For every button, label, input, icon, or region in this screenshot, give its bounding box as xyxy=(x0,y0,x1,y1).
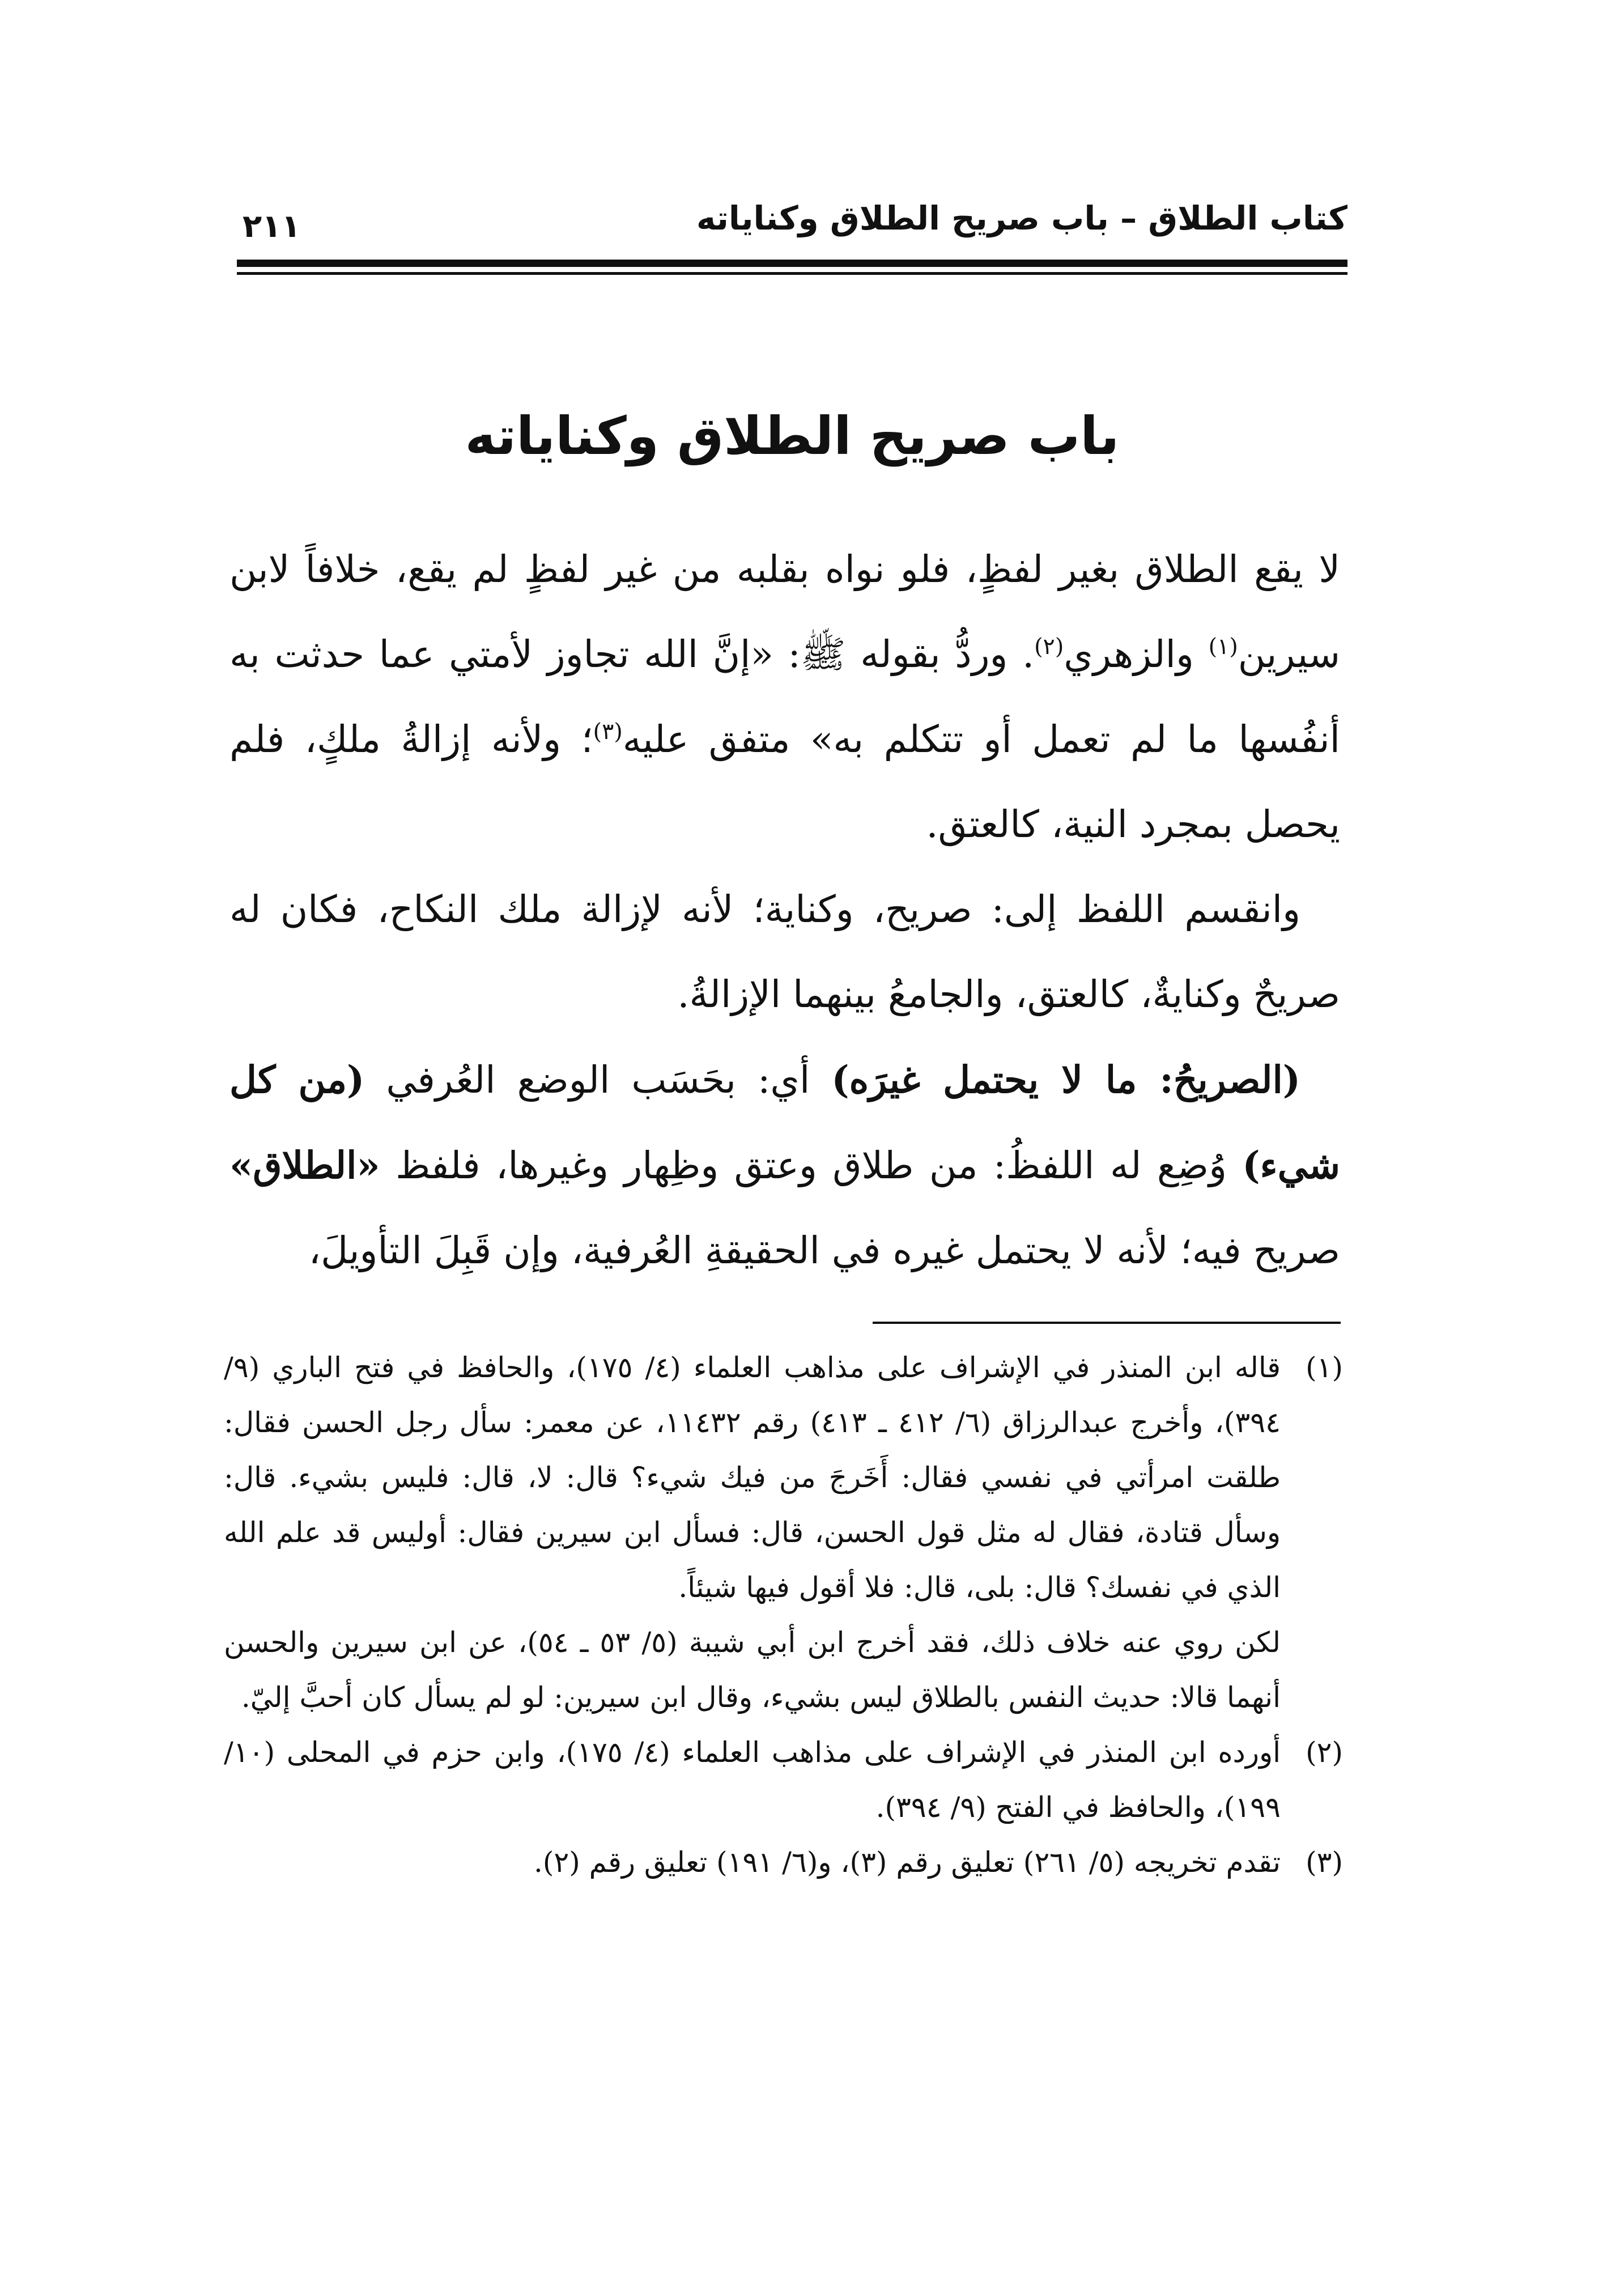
p3-bold-2: (من كل شيء) xyxy=(229,1058,1340,1187)
paragraph-1 xyxy=(229,527,1340,867)
footnote-number-3: (٣) xyxy=(1306,1846,1343,1879)
header-rule xyxy=(237,260,1347,279)
chapter-title: باب صريح الطلاق وكناياته xyxy=(465,406,1120,466)
p3-bold-1: (الصريحُ: ما لا يحتمل غيرَه) xyxy=(831,1058,1301,1102)
running-title: كتاب الطلاق – باب صريح الطلاق وكناياته xyxy=(696,199,1347,237)
footnote-ref-2[interactable]: (٢) xyxy=(1034,634,1064,660)
footnote-2 xyxy=(224,1725,1343,1835)
p1-part-a: لا يقع الطلاق بغير لفظٍ، فلو نواه بقلبه من غير لفظٍ لم يقع، خلافاً لابن سيرين xyxy=(229,547,1341,676)
footnote-1 xyxy=(224,1340,1343,1615)
footnote-3 xyxy=(224,1835,1343,1890)
footnote-ref-1[interactable]: (١) xyxy=(1208,634,1238,660)
p1-part-b: والزهري xyxy=(1064,632,1209,676)
footnote-rule xyxy=(873,1322,1341,1324)
p3-part-c: صريح فيه؛ لأنه لا يحتمل غيره في الحقيقةِ العُرفية، وإن قَبِلَ التأويلَ، xyxy=(308,1229,1340,1272)
paragraph-3 xyxy=(229,1037,1340,1293)
footnote-number-2: (٢) xyxy=(1306,1736,1343,1769)
body-text xyxy=(229,527,1340,1293)
footnote-text-1: قاله ابن المنذر في الإشراف على مذاهب العلماء (٤/ ١٧٥)، والحافظ في فتح الباري (٩/ ٣٩٤)، وأخرج عبدالرزاق (٦/ ٤١٢ ـ ٤١٣) رقم ١١٤٣٢، عن معمر: سأل رجل الحسن فقال: طلقت امرأتي في نفسي فقال: أَخَرجَ من فيك شيء؟ قال: لا، قال: فليس بشيء. قال: وسأل قتادة، فقال له مثل قول الحسن، قال: فسأل ابن سيرين فقال: أوليس قد علم الله الذي في نفسك؟ قال: بلى، قال: فلا أقول فيها شيئاً. xyxy=(224,1351,1281,1604)
header-rule-thin xyxy=(237,272,1347,275)
footnote-text-3: تقدم تخريجه (٥/ ٢٦١) تعليق رقم (٣)، و(٦/ ١٩١) تعليق رقم (٢). xyxy=(534,1846,1281,1879)
footnote-ref-3[interactable]: (٣) xyxy=(593,719,623,745)
footnote-number-1: (١) xyxy=(1306,1351,1343,1384)
footnote-1-continuation: لكن روي عنه خلاف ذلك، فقد أخرج ابن أبي شيبة (٥/ ٥٣ ـ ٥٤)، عن ابن سيرين والحسن أنهما قالا: حديث النفس بالطلاق ليس بشيء، وقال ابن سيرين: لو لم يسأل كان أحبَّ إليّ. xyxy=(224,1626,1281,1714)
p3-bold-3: «الطلاق» xyxy=(229,1143,380,1187)
p3-part-b: وُضِع له اللفظُ: من طلاق وعتق وظِهار وغيرها، فلفظ xyxy=(380,1144,1243,1187)
p3-part-a: أي: بحَسَب الوضع العُرفي xyxy=(364,1058,832,1102)
header-rule-thick xyxy=(237,260,1347,267)
paragraph-2: وانقسم اللفظ إلى: صريح، وكناية؛ لأنه لإزالة ملك النكاح، فكان له صريحٌ وكنايةٌ، كالعتق، والجامعُ بينهما الإزالةُ. xyxy=(229,888,1340,1016)
p1-part-c: . وردُّ بقوله ﷺ: «إنَّ الله تجاوز لأمتي عما حدثت به أنفُسها ما لم تعمل أو تتكلم به» متفق عليه xyxy=(229,632,1340,761)
page-number: ٢١١ xyxy=(243,208,301,245)
running-header xyxy=(237,196,1347,252)
footnote-text-2: أورده ابن المنذر في الإشراف على مذاهب العلماء (٤/ ١٧٥)، وابن حزم في المحلى (١٠/ ١٩٩)، والحافظ في الفتح (٩/ ٣٩٤). xyxy=(224,1736,1281,1824)
footnotes xyxy=(224,1340,1343,1890)
p1-part-d: ؛ ولأنه إزالةُ ملكٍ، فلم يحصل بمجرد النية، كالعتق. xyxy=(229,717,1340,846)
